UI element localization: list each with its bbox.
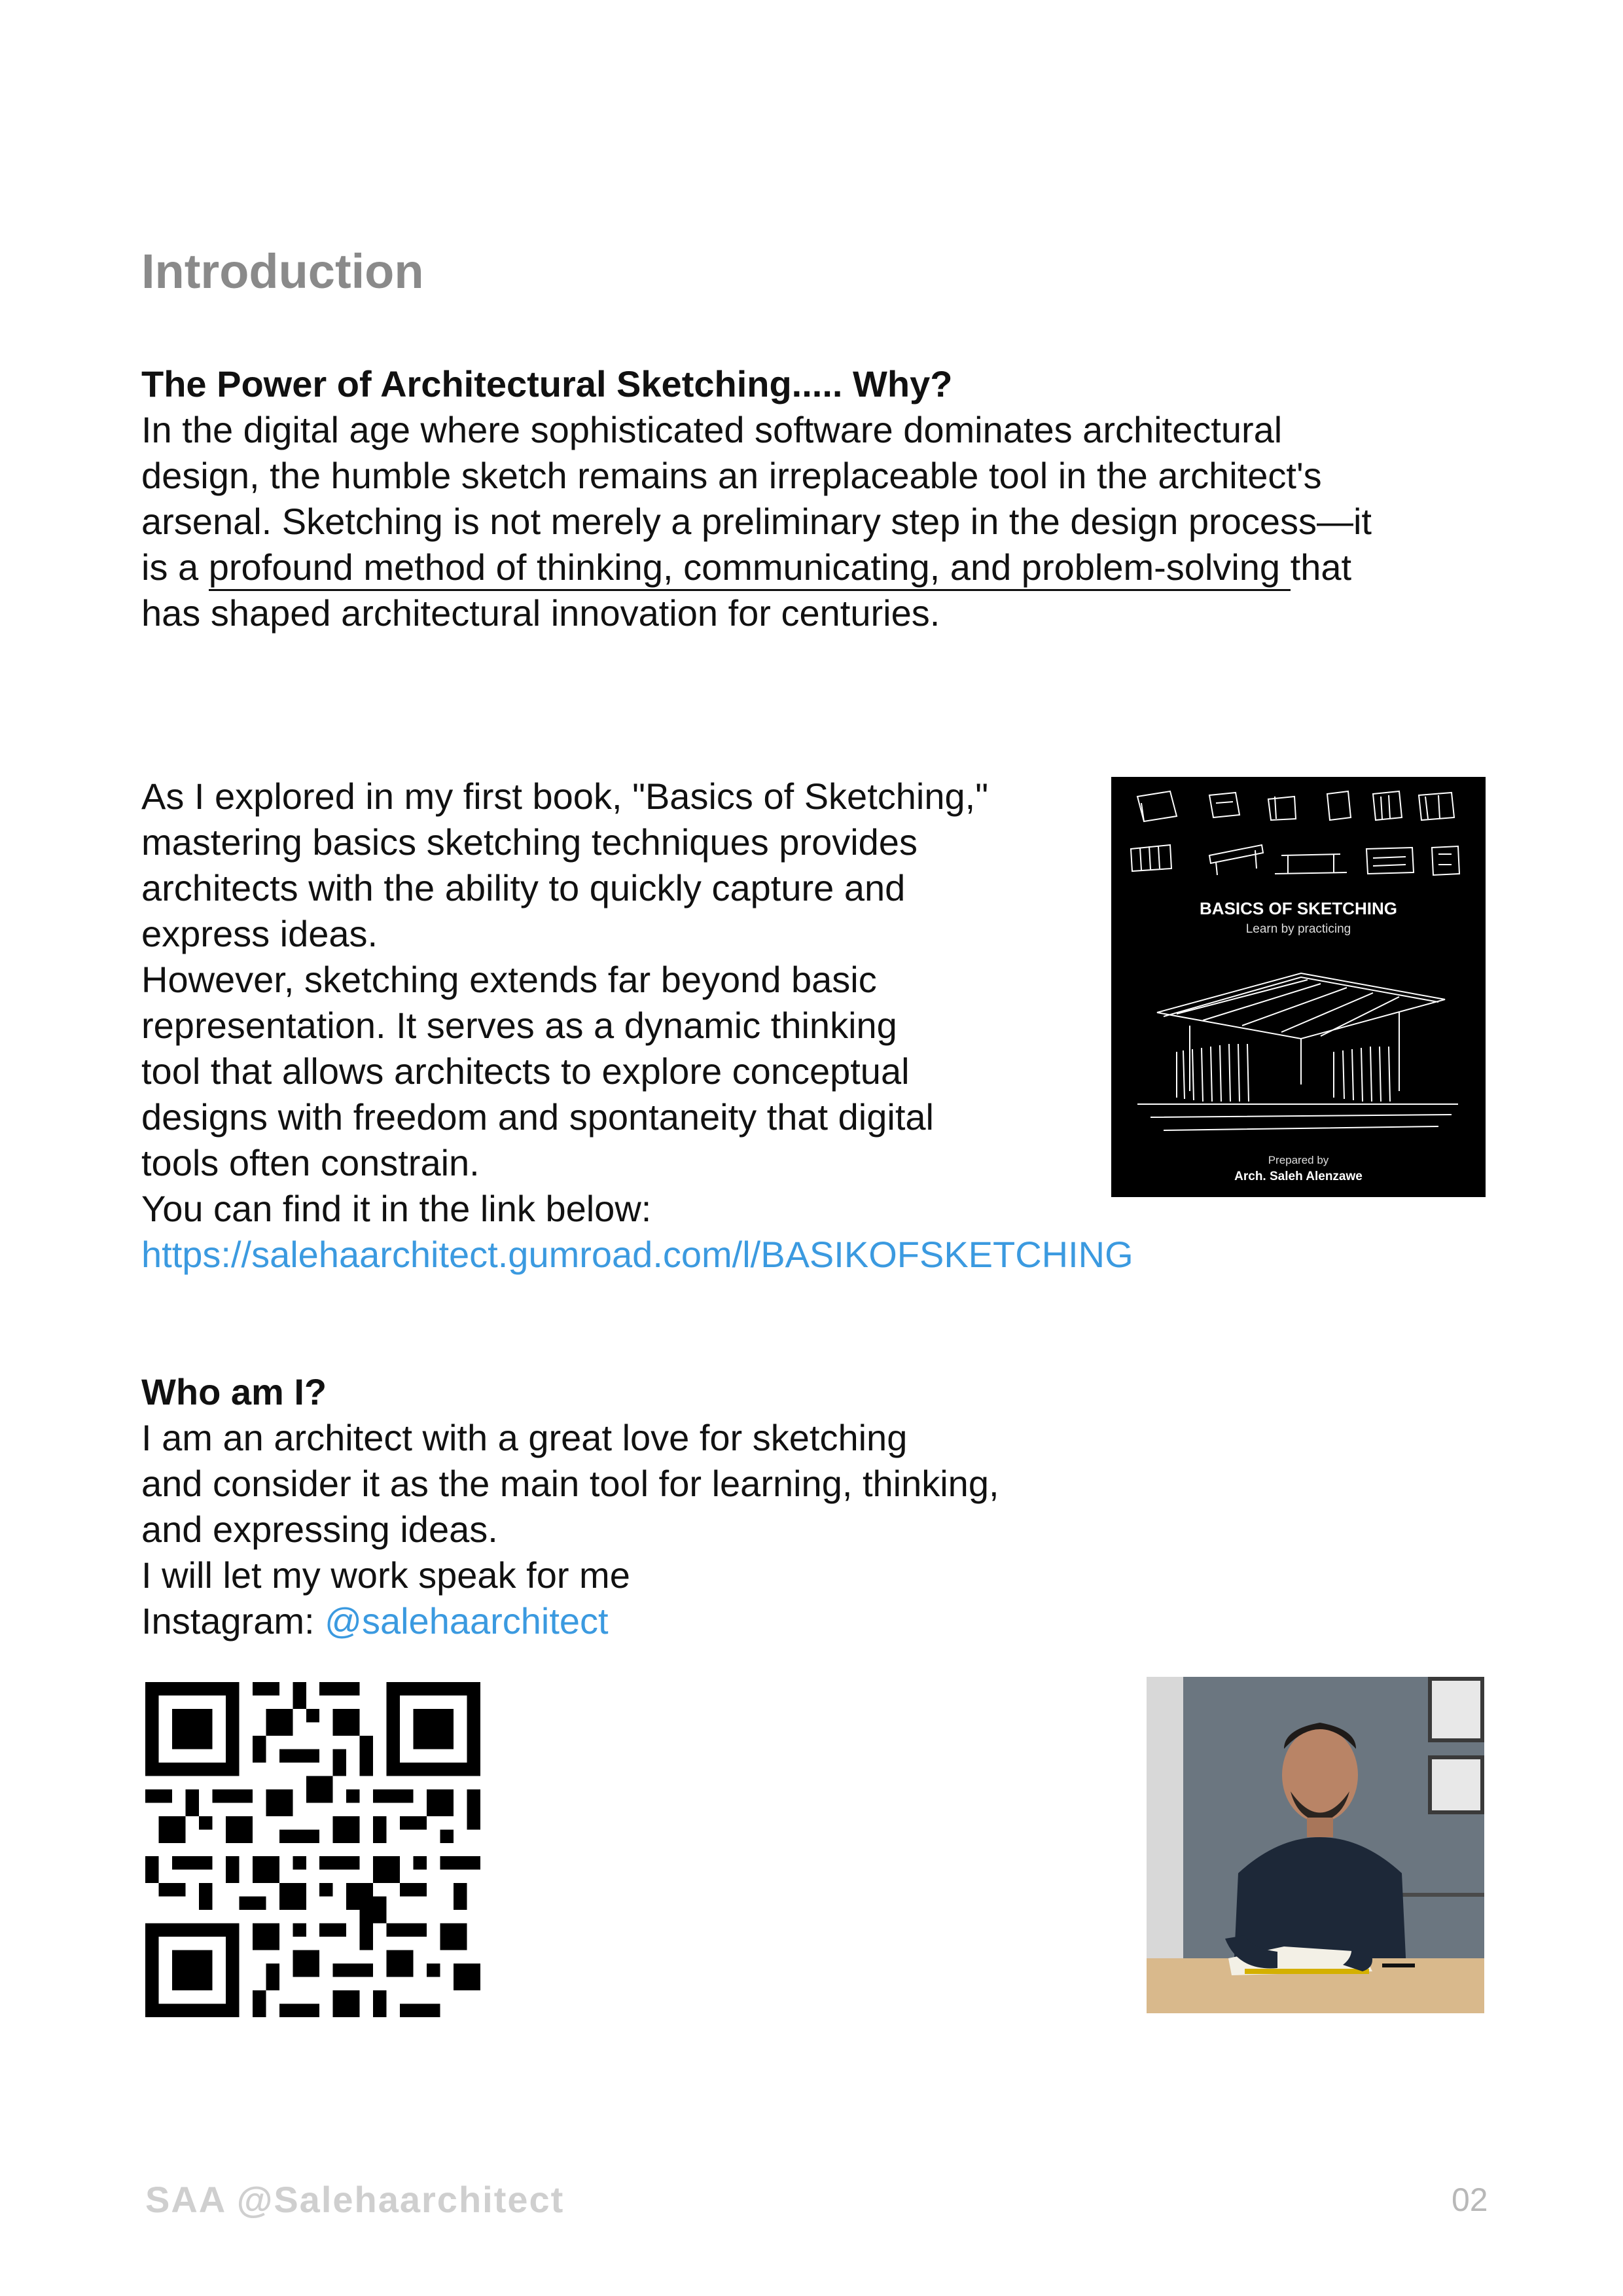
- page-title: Introduction: [141, 244, 424, 298]
- instagram-line: Instagram: @salehaarchitect: [141, 1600, 609, 1641]
- paragraph-line: tool that allows architects to explore conceptual: [141, 1050, 910, 1092]
- footer-brand: SAA @Salehaarchitect: [145, 2179, 565, 2220]
- paragraph-line: architects with the ability to quickly capture and: [141, 867, 906, 908]
- paragraph-line: arsenal. Sketching is not merely a preliminary step in the design process—it: [141, 501, 1372, 542]
- paragraph-line: and expressing ideas.: [141, 1509, 498, 1550]
- book-cover-image: [1111, 777, 1486, 1197]
- paragraph-line: You can find it in the link below:: [141, 1188, 652, 1229]
- book-prepared-by: Prepared by: [1268, 1154, 1329, 1166]
- gumroad-link[interactable]: https://salehaarchitect.gumroad.com/l/BASIKOFSKETCHING: [141, 1234, 1133, 1275]
- author-photo: [1147, 1677, 1484, 2013]
- book-title: BASICS OF SKETCHING: [1200, 899, 1397, 918]
- paragraph-line: As I explored in my first book, "Basics of Sketching,": [141, 776, 989, 817]
- paragraph-line: In the digital age where sophisticated software dominates architectural: [141, 409, 1283, 450]
- paragraph-line: However, sketching extends far beyond basic: [141, 959, 877, 1000]
- page-number: 02: [1452, 2181, 1488, 2218]
- underlined-phrase: profound method of thinking, communicating, and problem-solving: [209, 547, 1291, 591]
- instagram-link[interactable]: @salehaarchitect: [325, 1600, 609, 1641]
- paragraph-line: and consider it as the main tool for learning, thinking,: [141, 1463, 999, 1504]
- section-book: [141, 774, 1133, 1278]
- paragraph-line: express ideas.: [141, 913, 378, 954]
- paragraph-line: design, the humble sketch remains an irreplaceable tool in the architect's: [141, 455, 1322, 496]
- book-author: Arch. Saleh Alenzawe: [1234, 1170, 1363, 1183]
- book-subtitle: Learn by practicing: [1245, 922, 1351, 936]
- paragraph-line: is a profound method of thinking, communicating, and problem-solving that: [141, 545, 1372, 590]
- paragraph-line: representation. It serves as a dynamic thinking: [141, 1005, 897, 1046]
- qr-code[interactable]: [145, 1682, 480, 2017]
- sketch-drawings: [1111, 777, 1486, 1197]
- portrait-illustration: [1147, 1677, 1484, 2013]
- section-why-title: The Power of Architectural Sketching..... Why?: [141, 363, 953, 404]
- paragraph-line: I am an architect with a great love for sketching: [141, 1417, 908, 1458]
- paragraph-line: has shaped architectural innovation for centuries.: [141, 592, 940, 634]
- paragraph-line: mastering basics sketching techniques provides: [141, 821, 918, 863]
- section-why: [141, 361, 1372, 636]
- paragraph-line: I will let my work speak for me: [141, 1554, 630, 1596]
- section-who-title: Who am I?: [141, 1371, 327, 1412]
- paragraph-line: tools often constrain.: [141, 1142, 480, 1183]
- paragraph-line: designs with freedom and spontaneity that digital: [141, 1096, 934, 1138]
- section-who: [141, 1369, 999, 1644]
